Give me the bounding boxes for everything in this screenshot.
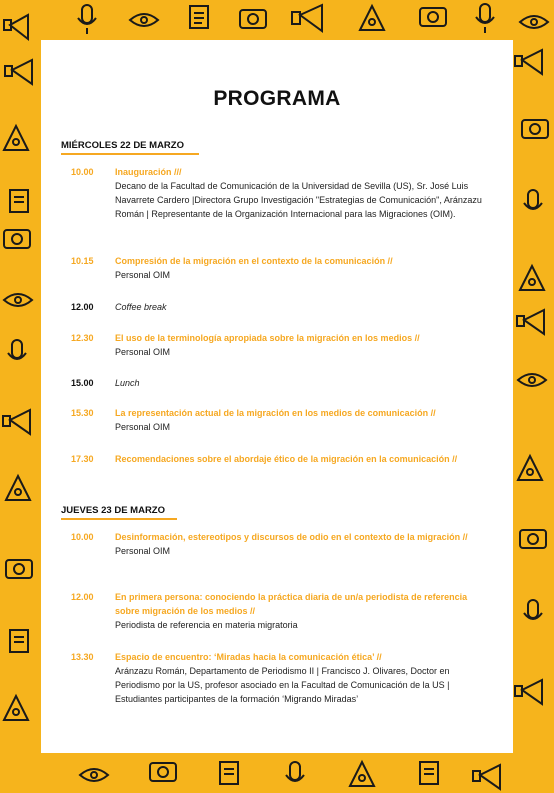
megaphone-icon (515, 50, 542, 74)
microphone-icon (8, 340, 26, 359)
notepad-icon (420, 762, 438, 784)
megaphone-icon (515, 680, 542, 704)
notepad-icon (190, 6, 208, 28)
megaphone-icon (292, 5, 322, 31)
item-title: Recomendaciones sobre el abordaje ético de la migración en la comunicación // (115, 454, 458, 464)
item-time: 12.00 (71, 592, 94, 602)
item-time: 15.00 (71, 378, 94, 388)
item-title: Inauguración /// (115, 167, 182, 177)
item-description: Personal OIM (115, 347, 171, 357)
item-title: Desinformación, estereotipos y discursos de odio en el contexto de la migración // (115, 532, 468, 542)
item-time: 10.00 (71, 167, 94, 177)
triangle-eye-icon (4, 126, 28, 150)
eye-icon (80, 769, 108, 781)
megaphone-icon (4, 15, 28, 39)
camera-icon (522, 120, 548, 138)
eye-icon (520, 16, 548, 28)
triangle-eye-icon (520, 266, 544, 290)
item-description: Personal OIM (115, 270, 171, 280)
camera-icon (150, 763, 176, 781)
item-title: En primera persona: conociendo la práctica diaria de un/a periodista de referencia sobre migración de los medios // (115, 592, 468, 616)
notepad-icon (10, 630, 28, 652)
triangle-eye-icon (6, 476, 30, 500)
program-card (41, 40, 513, 753)
item-description: Lunch (115, 378, 140, 388)
item-title: Compresión de la migración en el contexto de la comunicación // (115, 256, 393, 266)
camera-icon (520, 530, 546, 548)
item-time: 10.15 (71, 256, 94, 266)
item-time: 12.00 (71, 302, 94, 312)
microphone-icon (78, 5, 96, 34)
notepad-icon (10, 190, 28, 212)
item-title: El uso de la terminología apropiada sobre la migración en los medios // (115, 333, 420, 343)
item-description: Aránzazu Román, Departamento de Periodismo II | Francisco J. Olivares, Doctor en Periodismo por la US, profesor asociado en la Facultad de Comunicación de la US | Estudiantes participantes de la formación ‘Migrando Miradas’ (115, 666, 450, 704)
item-time: 12.30 (71, 333, 94, 343)
triangle-eye-icon (360, 6, 384, 30)
item-description: Personal OIM (115, 422, 171, 432)
megaphone-icon (517, 310, 544, 334)
item-description: Decano de la Facultad de Comunicación de la Universidad de Sevilla (US), Sr. José Luis Navarrete Cardero |Directora Grupo Investigación "Estrategias de Comunicación", Aránzazu Román | Representante de la Organización Internacional para las Migraciones (OIM). (115, 181, 482, 219)
camera-icon (6, 560, 32, 578)
day-header: JUEVES 23 DE MARZO (61, 505, 165, 520)
eye-icon (4, 294, 32, 306)
megaphone-icon (3, 410, 30, 434)
triangle-eye-icon (350, 762, 374, 786)
microphone-icon (476, 4, 494, 33)
camera-icon (240, 10, 266, 28)
item-description: Coffee break (115, 302, 167, 312)
notepad-icon (220, 762, 238, 784)
microphone-icon (524, 600, 542, 619)
item-time: 10.00 (71, 532, 94, 542)
item-time: 15.30 (71, 408, 94, 418)
megaphone-icon (473, 765, 500, 789)
microphone-icon (286, 762, 304, 781)
megaphone-icon (5, 60, 32, 84)
item-description: Periodista de referencia en materia migratoria (115, 620, 298, 630)
item-time: 17.30 (71, 454, 94, 464)
eye-icon (130, 14, 158, 26)
microphone-icon (524, 190, 542, 209)
item-title: La representación actual de la migración en los medios de comunicación // (115, 408, 436, 418)
item-time: 13.30 (71, 652, 94, 662)
day-header: MIÉRCOLES 22 DE MARZO (61, 140, 184, 155)
triangle-eye-icon (518, 456, 542, 480)
triangle-eye-icon (4, 696, 28, 720)
eye-icon (518, 374, 546, 386)
page-title: PROGRAMA (213, 87, 341, 110)
item-title: Espacio de encuentro: ‘Miradas hacia la comunicación ética’ // (115, 652, 382, 662)
camera-icon (420, 8, 446, 26)
camera-icon (4, 230, 30, 248)
item-description: Personal OIM (115, 546, 171, 556)
